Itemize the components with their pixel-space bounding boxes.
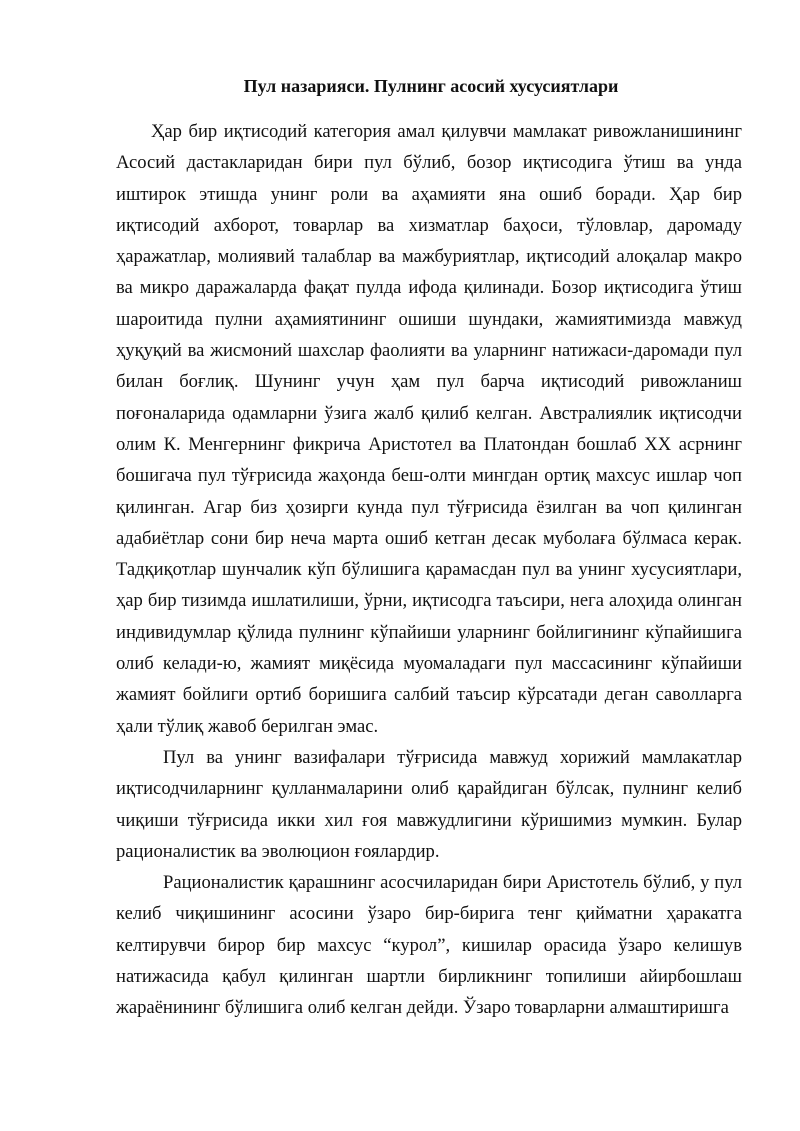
- paragraph-1: Ҳар бир иқтисодий категория амал қилувчи мамлакат ривожланишининг Асосий дастакларидан бири пул бўлиб, бозор иқтисодига ўтиш ва унда иштирок этишда унинг роли ва аҳамияти яна ошиб боради. Ҳар бир иқтисодий ахборот, товарлар ва хизматлар баҳоси, тўловлар, даромаду ҳаражатлар, молиявий талаблар ва мажбуриятлар, иқтисодий алоқалар макро ва микро даражаларда фақат пулда ифода қилинади. Бозор иқтисодига ўтиш шароитида пулни аҳамиятининг ошиши шундаки, жамиятимизда мавжуд ҳуқуқий ва жисмоний шахслар фаолияти ва уларнинг натижаси-даромади пул билан боғлиқ. Шунинг учун ҳам пул барча иқтисодий ривожланиш поғоналарида одамларни ўзига жалб қилиб келган. Австралиялик иқтисодчи олим К. Менгернинг фикрича Аристотел ва Платондан бошлаб XX асрнинг бошигача пул тўғрисида жаҳонда беш-олти мингдан ортиқ махсус ишлар чоп қилинган. Агар биз ҳозирги кунда пул тўғрисида ёзилган ва чоп қилинган адабиётлар сони бир неча марта ошиб кетган десак муболаға бўлмаса керак. Тадқиқотлар шунчалик кўп бўлишига қарамасдан пул ва унинг хусусиятлари, ҳар бир тизимда ишлатилиши, ўрни, иқтисодга таъсири, нега алоҳида олинган индивидумлар қўлида пулнинг кўпайиши уларнинг бойлигининг кўпайишига олиб келади-ю, жамият миқёсида муомаладаги пул массасининг кўпайиши жамият бойлиги ортиб боришига салбий таъсир кўрсатади деган саволларга ҳали тўлиқ жавоб берилган эмас.: [116, 121, 742, 737]
- paragraph-2: Пул ва унинг вазифалари тўғрисида мавжуд хорижий мамлакатлар иқтисодчиларнинг қулланмаларини олиб қарайдиган бўлсак, пулнинг келиб чиқиши тўғрисида икки хил ғоя мавжудлигини кўришимиз мумкин. Булар рационалистик ва эволюцион ғоялардир.: [116, 746, 742, 862]
- page-title: Пул назарияси. Пулнинг асосий хусусиятлари: [243, 76, 619, 96]
- paragraph-3: Рационалистик қарашнинг асосчиларидан бири Аристотель бўлиб, у пул келиб чиқишининг асосини ўзаро бир-бирига тенг қийматни ҳаракатга келтирувчи бирор бир махсус “курол”, кишилар орасида ўзаро келишув натижасида қабул қилинган шартли бирликнинг топилиши айирбошлаш жараёнининг бўлишига олиб келган дейди. Ўзаро товарларни алмаштиришга: [116, 872, 742, 1019]
- document-body: [116, 116, 742, 1024]
